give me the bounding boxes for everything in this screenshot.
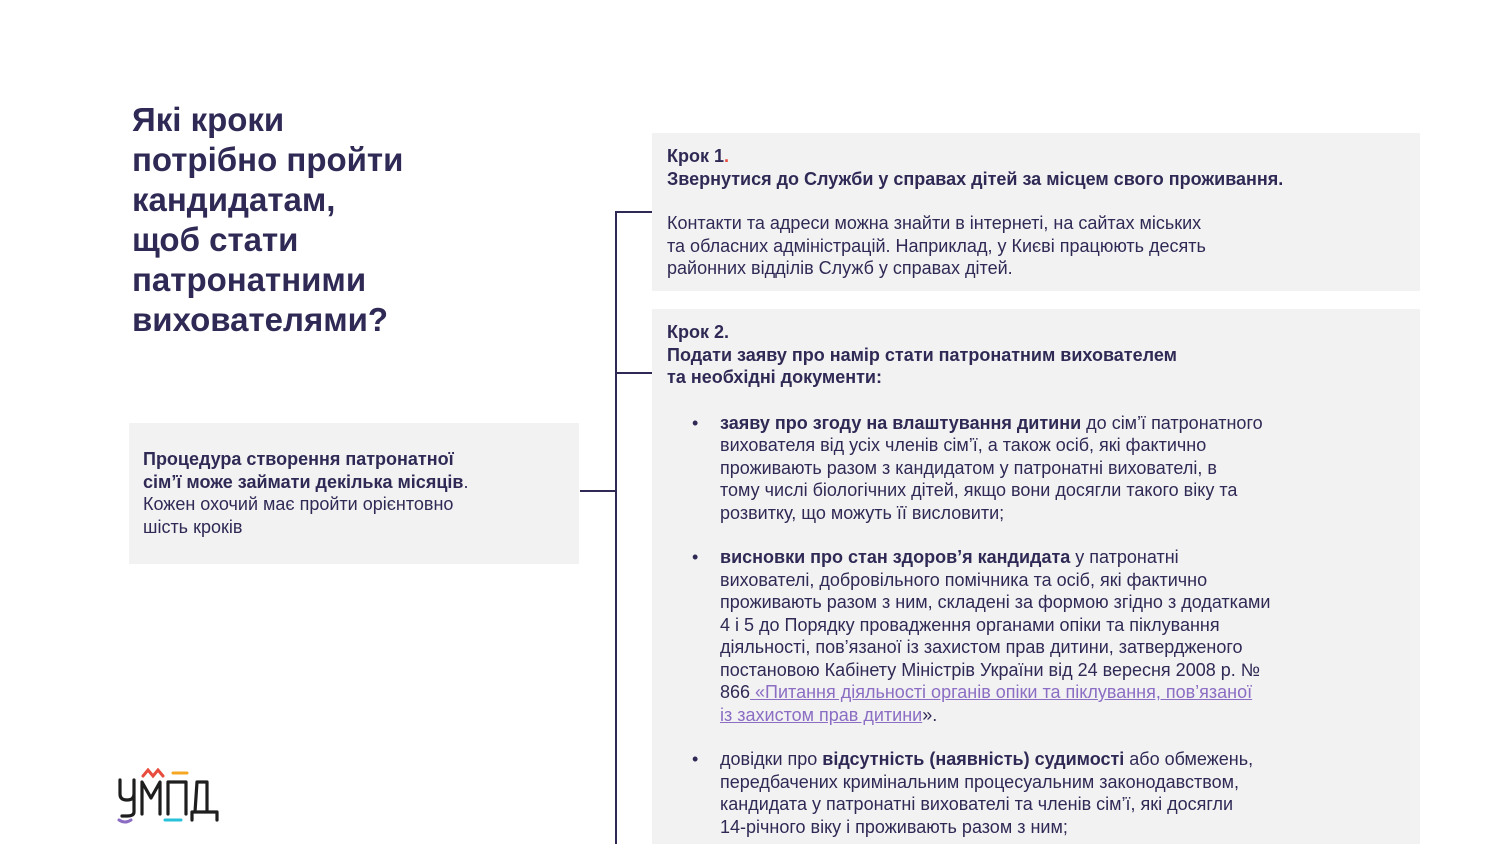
item-line: розвитку, що можуть її висловити; — [720, 502, 1005, 523]
connector-intro — [580, 490, 616, 492]
step-1-label-line — [667, 145, 1405, 168]
logo-accent-purple — [119, 820, 131, 822]
list-item — [720, 546, 1405, 726]
item-line: проживають разом з ним, складені за формою згідно з додатками — [720, 592, 1271, 612]
step-1-line: районних відділів Служб у справах дітей. — [667, 258, 1013, 278]
item-bold: відсутність (наявність) судимості — [822, 749, 1125, 769]
item-line — [720, 546, 1405, 569]
title-line: щоб стати — [132, 221, 299, 258]
intro-box — [129, 423, 579, 564]
item-bold: висновки про стан здоров’я кандидата — [720, 547, 1071, 567]
step-2-heading: Подати заяву про намір стати патронатним вихователем — [667, 344, 1177, 365]
item-line: діяльності, пов’язаної із захистом прав дитини, затвердженого — [720, 637, 1243, 657]
list-item — [720, 412, 1405, 525]
title-line: потрібно пройти — [132, 141, 404, 178]
logo-letter-p — [168, 782, 186, 814]
item-text: до сім’ї патронатного — [1081, 412, 1263, 433]
intro-bold: сім’ї може займати декілька місяців — [143, 471, 464, 492]
intro-text: Кожен охочий має пройти орієнтовно — [143, 494, 454, 514]
logo-letter-d — [192, 782, 217, 820]
step-1-box — [652, 133, 1420, 291]
item-line: тому числі біологічних дітей, якщо вони досягли такого віку та — [720, 480, 1238, 500]
resolution-link[interactable]: «Питання діяльності органів опіки та піклування, пов’язаної — [750, 682, 1253, 702]
step-1-text — [667, 212, 1405, 280]
logo-letter-m — [142, 782, 160, 814]
red-dot: . — [724, 146, 730, 166]
item-line: проживають разом з кандидатом у патронатні вихователі, в — [720, 457, 1217, 478]
item-line: 14-річного віку і проживають разом з ним; — [720, 816, 1068, 837]
logo-letter-u — [120, 780, 134, 816]
item-line — [720, 412, 1405, 435]
title-line: вихователями? — [132, 301, 389, 338]
step-2-label: Крок 2. — [667, 322, 729, 342]
resolution-number: 866 — [720, 682, 751, 702]
list-item — [720, 748, 1405, 838]
logo-accent-red — [143, 770, 163, 776]
documents-list — [667, 412, 1405, 839]
step-1-heading: Звернутися до Служби у справах дітей за місцем свого проживання. — [667, 168, 1284, 189]
intro-line — [143, 448, 565, 471]
step-1-label: Крок 1 — [667, 146, 724, 166]
title-line: кандидатам, — [132, 181, 336, 218]
step-1-line: Контакти та адреси можна знайти в інтернеті, на сайтах міських — [667, 213, 1202, 233]
title-line: Які кроки — [132, 101, 285, 138]
step-1-line: та обласних адміністрацій. Наприклад, у Києві працюють десять — [667, 235, 1206, 256]
item-bold: заяву про згоду на влаштування дитини — [720, 412, 1082, 433]
item-text: довідки про — [720, 749, 823, 769]
intro-dot: . — [463, 471, 469, 492]
item-line: передбачених кримінальним процесуальним законодавством, — [720, 771, 1240, 792]
umpd-logo — [117, 768, 221, 826]
item-line — [720, 748, 1405, 771]
item-line: вихователі, добровільного помічника та осіб, які фактично — [720, 569, 1208, 590]
item-line: постановою Кабінету Міністрів України від 24 вересня 2008 р. № — [720, 659, 1261, 680]
connector-vertical — [615, 211, 617, 844]
step-2-heading: та необхідні документи: — [667, 367, 882, 387]
item-line: кандидата у патронатні вихователі та членів сім’ї, які досягли — [720, 794, 1234, 814]
page-title — [132, 100, 552, 340]
item-line — [720, 681, 1405, 704]
intro-bold: Процедура створення патронатної — [143, 449, 454, 469]
item-text: або обмежень, — [1124, 749, 1254, 769]
item-text: у патронатні — [1070, 547, 1179, 567]
link-end: ». — [922, 704, 938, 725]
resolution-link[interactable]: із захистом прав дитини — [720, 704, 923, 725]
intro-text: шість кроків — [143, 516, 243, 537]
connector-step1 — [615, 211, 652, 213]
item-line — [720, 704, 1405, 727]
connector-step2 — [615, 372, 652, 374]
item-line: вихователя від усіх членів сім’ї, а також осіб, які фактично — [720, 435, 1207, 455]
intro-line — [143, 471, 565, 494]
step-2-box — [652, 309, 1420, 844]
item-line: 4 і 5 до Порядку провадження органами опіки та піклування — [720, 614, 1220, 635]
title-line: патронатними — [132, 261, 367, 298]
